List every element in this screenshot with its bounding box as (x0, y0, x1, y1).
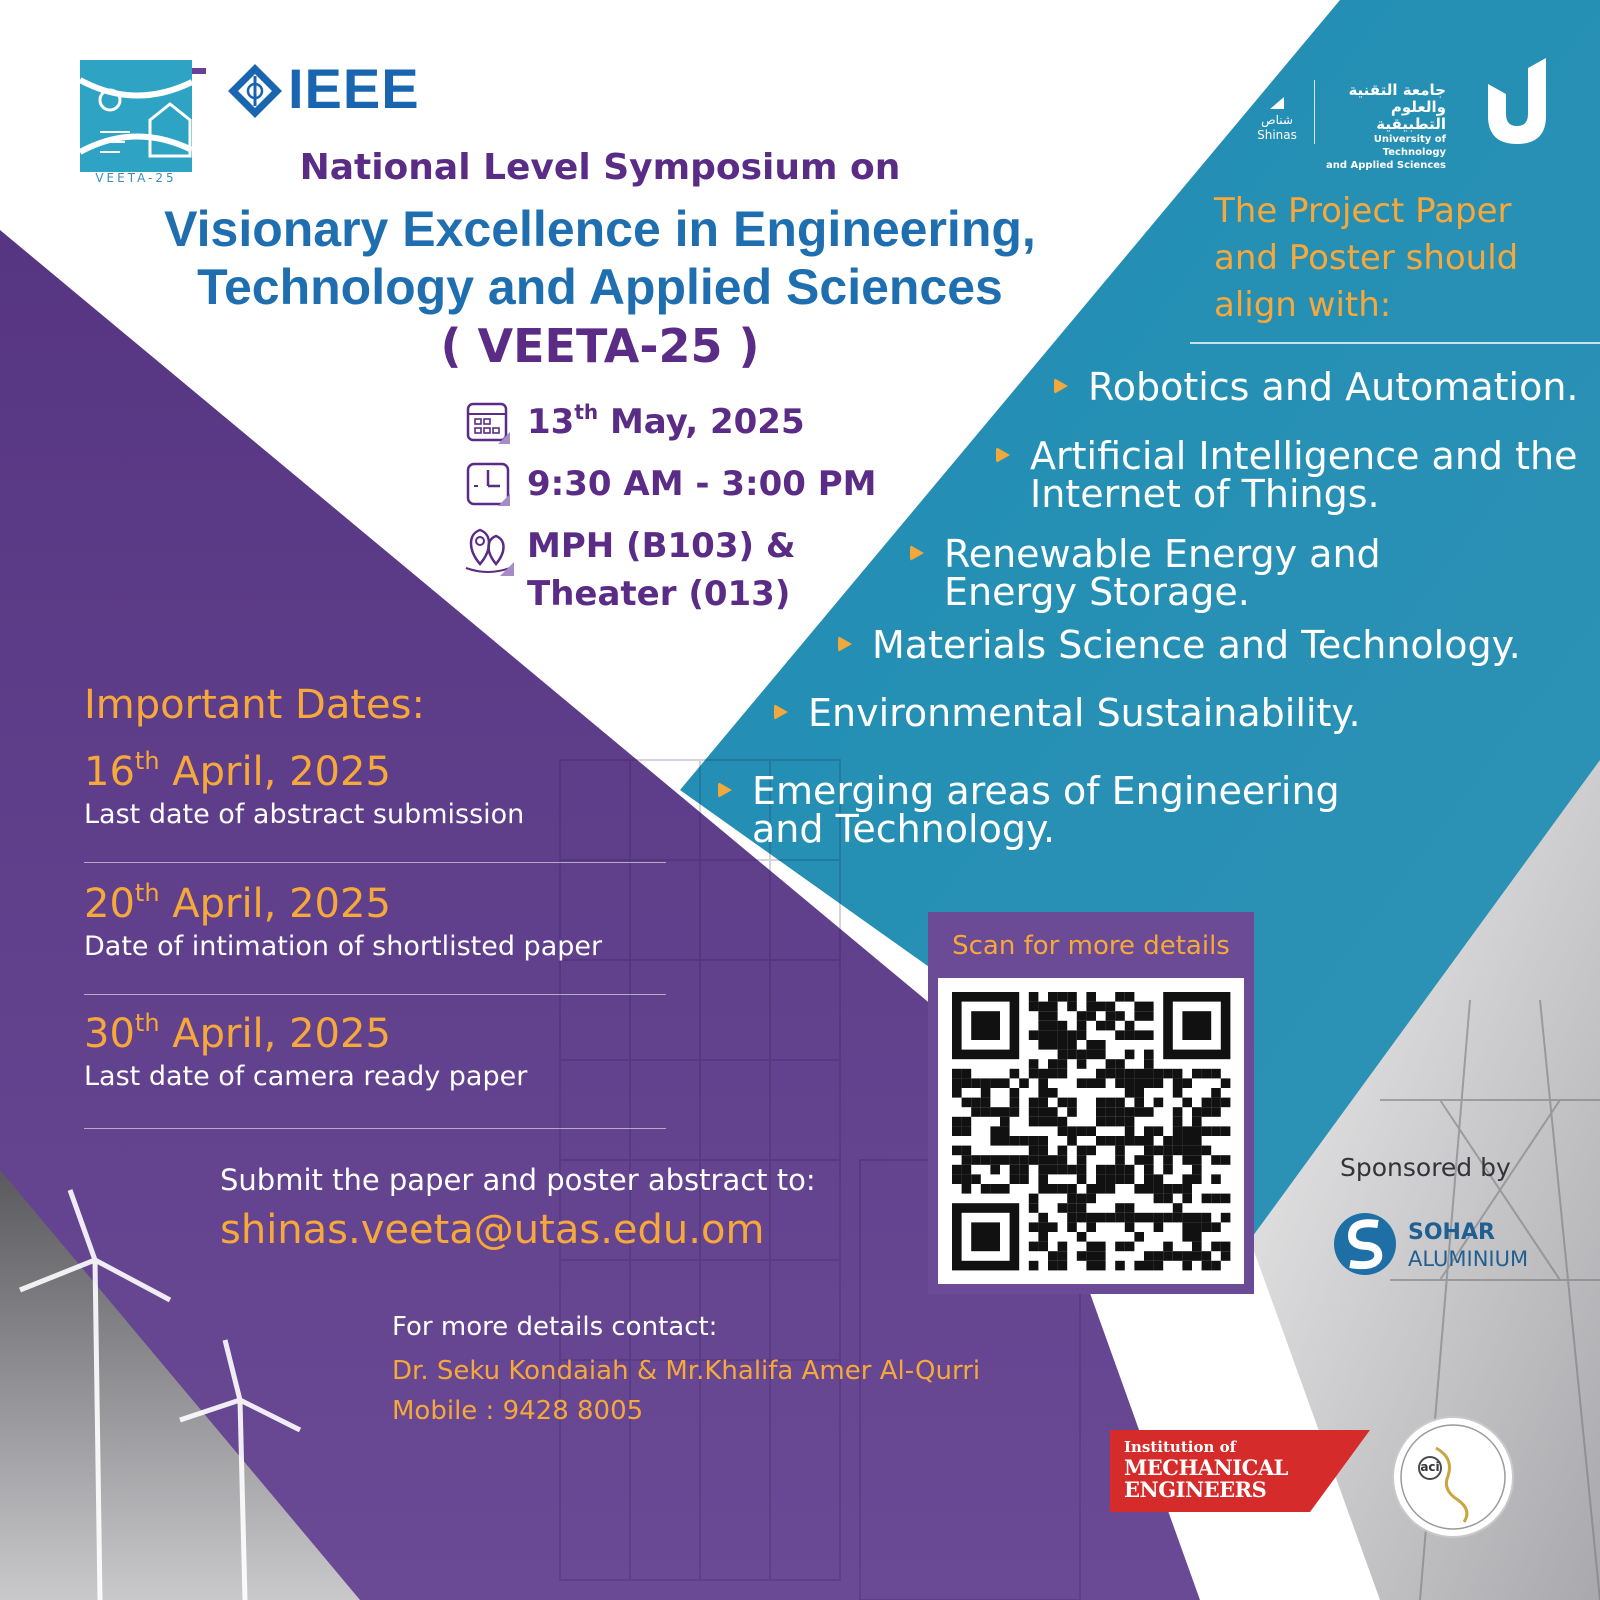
important-date-item (84, 879, 603, 964)
topic-item-line1: Emerging areas of Engineering (752, 769, 1340, 813)
date-suffix: th (134, 879, 160, 907)
topics-heading-line1: The Project Paper (1214, 191, 1512, 231)
topic-item-line2: Energy Storage. (944, 570, 1250, 614)
topic-item-line1: Renewable Energy and (944, 532, 1381, 576)
utas-branch (1246, 94, 1308, 143)
topic-item (944, 532, 1381, 614)
important-date-item (84, 747, 525, 832)
sohar-line1: SOHAR (1408, 1220, 1495, 1245)
event-acronym: ( VEETA-25 ) (440, 319, 760, 373)
topic-item-line2: Internet of Things. (1030, 472, 1380, 516)
important-date (84, 879, 602, 927)
bullet-icon (996, 447, 1010, 463)
event-time-text: 9:30 AM - 3:00 PM (527, 464, 877, 504)
imeche-line2: MECHANICAL (1124, 1455, 1288, 1480)
topic-item-line1: Materials Science and Technology. (872, 623, 1521, 667)
important-date-desc: Date of intimation of shortlisted paper (84, 931, 603, 962)
bullet-icon (1054, 378, 1068, 394)
important-date-desc: Last date of camera ready paper (84, 1061, 528, 1092)
topic-item (752, 769, 1340, 851)
date-rest: April, 2025 (159, 749, 391, 795)
utas-branch-icon (1270, 97, 1284, 109)
utas-name (1320, 82, 1446, 172)
topic-item (1088, 365, 1579, 409)
event-date-day: 13 (527, 402, 575, 442)
topic-item (1030, 434, 1578, 516)
ieee-wordmark: IEEE (288, 57, 420, 120)
sponsor-label: Sponsored by (1340, 1153, 1511, 1182)
utas-logo (1246, 54, 1556, 171)
utas-arabic-line2: والعلوم التطبيقية (1376, 98, 1446, 133)
event-venue-line2: Theater (013) (527, 574, 791, 614)
date-suffix: th (134, 747, 160, 775)
symposium-kicker: National Level Symposium on (299, 147, 901, 188)
topic-item (872, 623, 1521, 667)
aci-seal (1394, 1418, 1512, 1536)
utas-mark-icon (1484, 54, 1550, 148)
bullet-icon (910, 545, 924, 561)
date-suffix: th (134, 1009, 160, 1037)
aci-text: aci (1420, 1460, 1440, 1474)
topics-heading (1214, 188, 1518, 329)
date-rest: April, 2025 (159, 881, 391, 927)
topic-item-line1: Environmental Sustainability. (808, 691, 1361, 735)
divider (84, 994, 666, 995)
aci-logo (1394, 1418, 1512, 1536)
important-date-desc: Last date of abstract submission (84, 799, 525, 830)
date-rest: April, 2025 (159, 1011, 391, 1057)
ieee-logo (226, 58, 436, 118)
qr-panel (928, 912, 1254, 1294)
imeche-line3: ENGINEERS (1124, 1477, 1267, 1502)
topic-item (808, 691, 1361, 735)
date-day: 16 (84, 749, 135, 795)
bullet-icon (718, 782, 732, 798)
utas-english-line1: University of Technology (1373, 134, 1446, 158)
sohar-mark-icon (1332, 1206, 1398, 1282)
divider (84, 1128, 666, 1129)
important-date-item (84, 1009, 528, 1094)
submission-label: Submit the paper and poster abstract to: (220, 1163, 816, 1197)
veeta-logo-caption: VEETA-25 (95, 171, 177, 185)
date-day: 20 (84, 881, 135, 927)
clock-icon (466, 462, 510, 506)
topics-heading-line3: align with: (1214, 285, 1392, 325)
topics-heading-line2: and Poster should (1214, 238, 1519, 278)
contact-mobile[interactable]: Mobile : 9428 8005 (392, 1396, 644, 1426)
contact-label: For more details contact: (392, 1312, 718, 1342)
utas-branch-arabic: شناص (1261, 113, 1293, 127)
date-day: 30 (84, 1011, 135, 1057)
event-date-rest: May, 2025 (598, 402, 805, 442)
title-line1: Visionary Excellence in Engineering, (164, 201, 1036, 257)
imeche-logo (1110, 1430, 1370, 1512)
title-line2: Technology and Applied Sciences (197, 259, 1003, 315)
topic-item-line1: Robotics and Automation. (1088, 365, 1579, 409)
location-icon (462, 524, 514, 576)
qr-caption: Scan for more details (952, 931, 1230, 961)
topic-item-line1: Artificial Intelligence and the (1030, 434, 1578, 478)
utas-english-line2: and Applied Sciences (1326, 160, 1446, 171)
qr-code[interactable] (938, 978, 1244, 1284)
topic-item-line2: and Technology. (752, 807, 1056, 851)
submission-email[interactable]: shinas.veeta@utas.edu.om (220, 1207, 765, 1253)
divider (84, 862, 666, 863)
event-date-suffix: th (574, 400, 599, 424)
important-dates-heading: Important Dates: (84, 682, 425, 728)
important-date (84, 747, 524, 795)
important-date (84, 1009, 527, 1057)
sohar-logo (1332, 1206, 1552, 1286)
qr-code-image (938, 978, 1244, 1284)
imeche-line1: Institution of (1124, 1438, 1237, 1456)
ieee-diamond-icon (226, 62, 284, 120)
utas-arabic-line1: جامعة التقنية (1348, 81, 1446, 99)
bullet-icon (774, 704, 788, 720)
sohar-line2: ALUMINIUM (1408, 1247, 1529, 1271)
contact-names: Dr. Seku Kondaiah & Mr.Khalifa Amer Al-Qurri (392, 1356, 981, 1386)
calendar-icon (466, 400, 510, 444)
utas-branch-english: Shinas (1257, 128, 1297, 142)
event-venue-line1: MPH (B103) & (527, 526, 796, 566)
bullet-icon (838, 636, 852, 652)
